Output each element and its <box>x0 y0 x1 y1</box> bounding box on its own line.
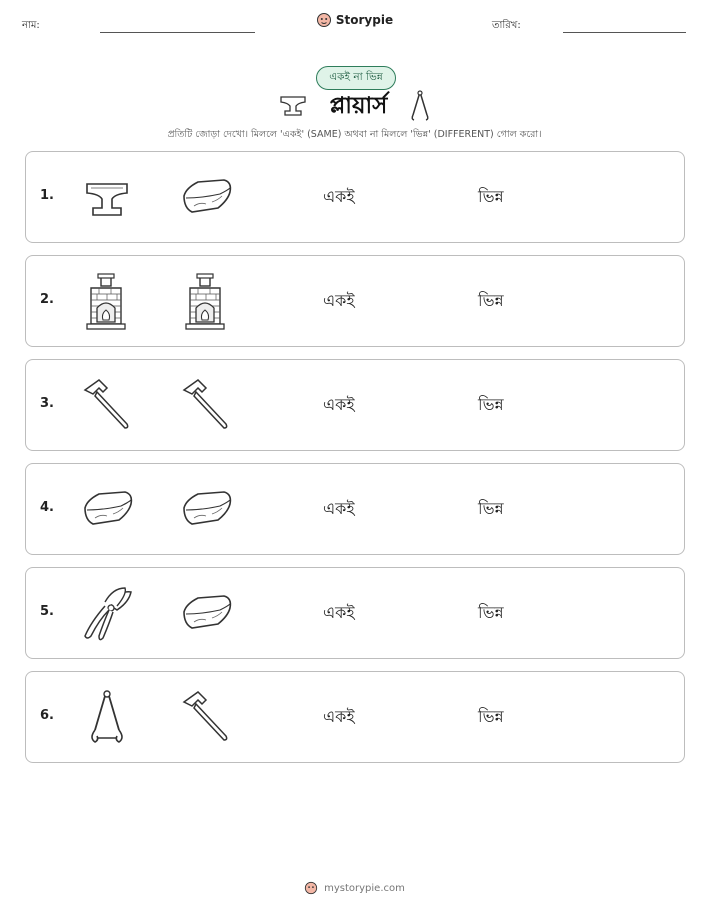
storypie-mascot-icon <box>316 12 332 28</box>
footer <box>0 881 709 895</box>
anvil-icon <box>278 93 308 119</box>
option-different[interactable]: ভিন্ন <box>478 499 504 518</box>
instructions: প্রতিটি জোড়া দেখো। মিললে 'একই' (SAME) অথবা না মিললে 'ভিন্ন' (DIFFERENT) গোল করো। <box>167 129 542 140</box>
metal-block-icon <box>77 480 137 540</box>
question-number: 5. <box>40 604 54 619</box>
brand-name: Storypie <box>335 13 394 27</box>
hammer-icon <box>176 376 236 436</box>
forge-icon <box>77 272 137 332</box>
question-number: 4. <box>40 500 54 515</box>
tongs-icon <box>77 688 137 748</box>
question-row <box>25 151 685 243</box>
question-row <box>25 255 685 347</box>
hammer-icon <box>77 376 137 436</box>
option-different[interactable]: ভিন্ন <box>478 291 504 310</box>
question-row <box>25 567 685 659</box>
question-number: 1. <box>40 188 54 203</box>
hammer-icon <box>176 688 236 748</box>
question-row <box>25 463 685 555</box>
date-label: তারিখ: <box>492 20 521 31</box>
forge-icon <box>176 272 236 332</box>
option-different[interactable]: ভিন্ন <box>478 187 504 206</box>
question-number: 3. <box>40 396 54 411</box>
option-same[interactable]: একই <box>323 499 355 518</box>
name-label: নাম: <box>22 20 40 31</box>
brand-logo <box>0 12 709 28</box>
option-different[interactable]: ভিন্ন <box>478 603 504 622</box>
metal-block-icon <box>176 168 236 228</box>
question-row <box>25 359 685 451</box>
option-same[interactable]: একই <box>323 187 355 206</box>
metal-block-icon <box>176 584 236 644</box>
metal-block-icon <box>176 480 236 540</box>
anvil-icon <box>77 168 137 228</box>
option-same[interactable]: একই <box>323 395 355 414</box>
storypie-mascot-icon <box>304 881 318 895</box>
date-field[interactable] <box>563 32 686 33</box>
pliers-icon <box>77 584 137 644</box>
option-different[interactable]: ভিন্ন <box>478 395 504 414</box>
option-different[interactable]: ভিন্ন <box>478 707 504 726</box>
page-title: প্লায়ার্স <box>329 92 388 119</box>
tongs-icon <box>409 89 431 123</box>
question-number: 2. <box>40 292 54 307</box>
worksheet-type-badge: একই না ভিন্ন <box>316 66 396 90</box>
footer-site: mystorypie.com <box>324 882 405 894</box>
name-field[interactable] <box>100 32 255 33</box>
question-row <box>25 671 685 763</box>
option-same[interactable]: একই <box>323 603 355 622</box>
title-row <box>0 88 709 124</box>
question-number: 6. <box>40 708 54 723</box>
option-same[interactable]: একই <box>323 291 355 310</box>
option-same[interactable]: একই <box>323 707 355 726</box>
